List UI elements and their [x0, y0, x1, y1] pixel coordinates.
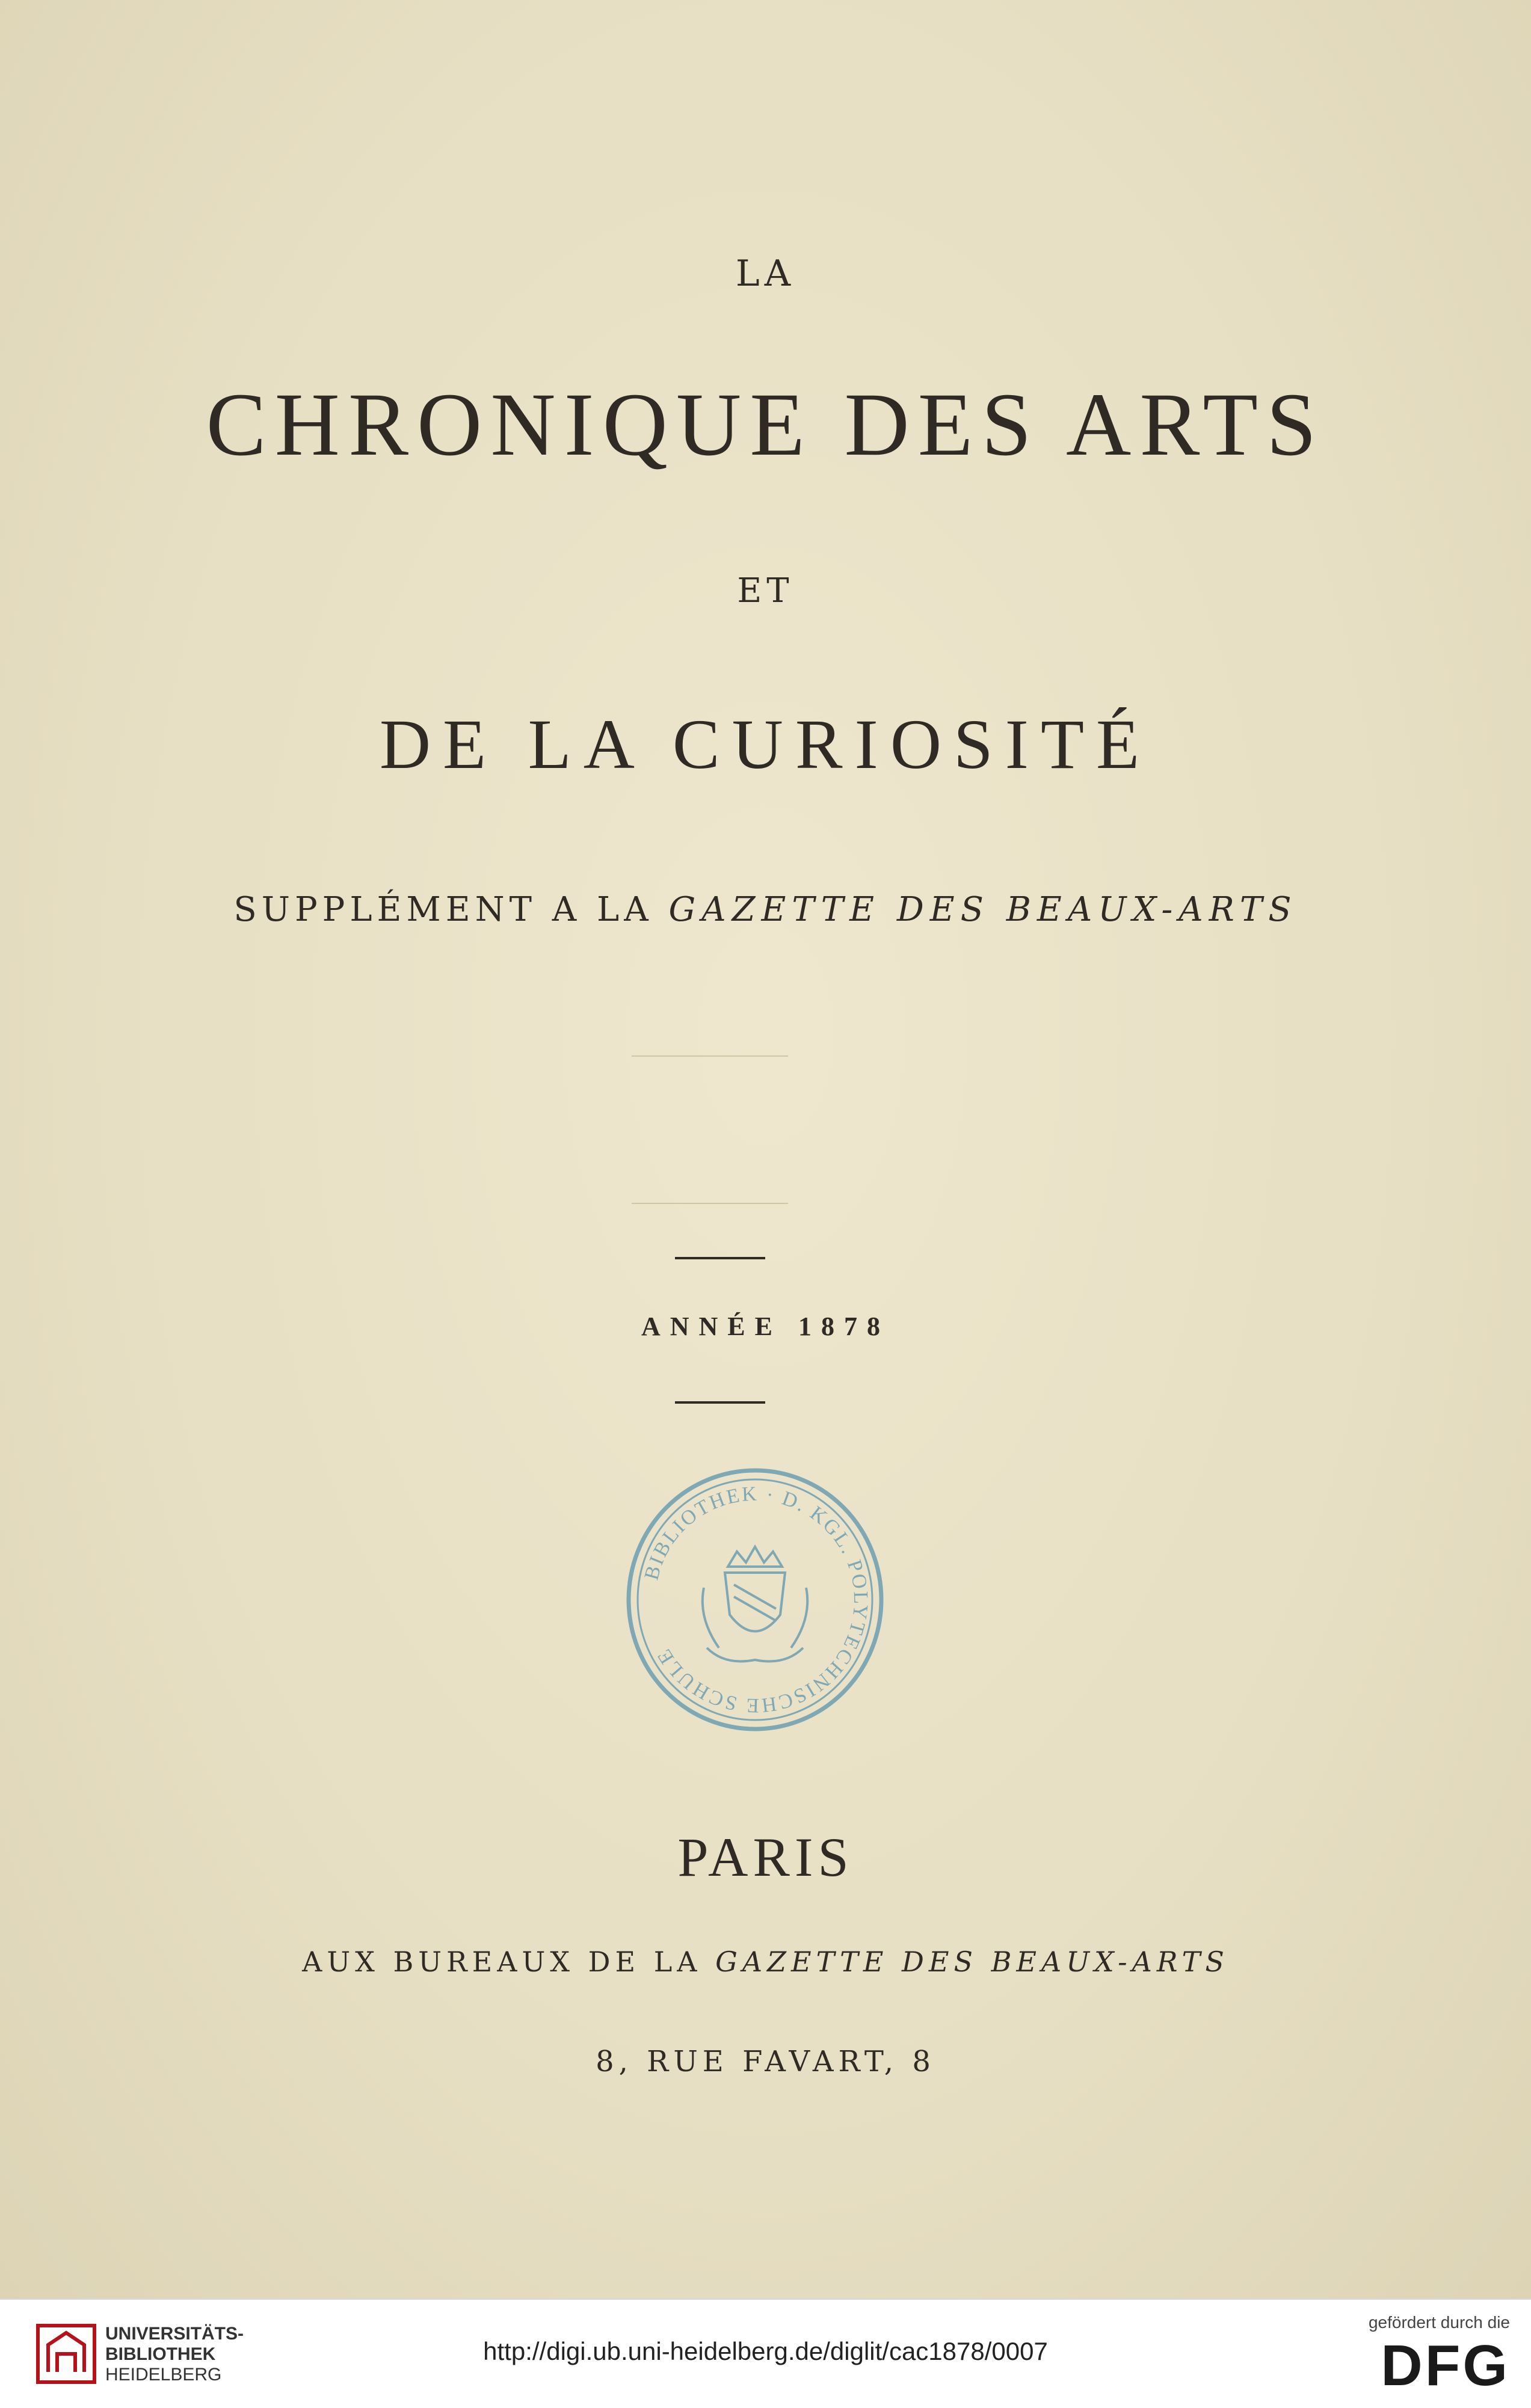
library-line3: HEIDELBERG: [105, 2365, 222, 2385]
permalink-url[interactable]: http://digi.ub.uni-heidelberg.de/diglit/cac1878/0007: [483, 2337, 1048, 2365]
supplement-line: [0, 890, 1531, 929]
year-rule-top: [675, 1257, 765, 1259]
library-line2: BIBLIOTHEK: [105, 2344, 216, 2364]
main-title: CHRONIQUE DES ARTS: [206, 375, 1325, 475]
supplement-journal: GAZETTE DES BEAUX-ARTS: [668, 890, 1298, 929]
bureaux-journal: GAZETTE DES BEAUX-ARTS: [715, 1946, 1229, 1978]
library-stamp-icon: [623, 1467, 887, 1732]
faint-rule: [632, 1203, 788, 1204]
imprint-bureaux: [0, 1946, 1531, 1978]
faint-rule: [632, 1055, 788, 1057]
stamp-text: BIBLIOTHEK · D. KGL. POLYTECHNISCHE SCHULE: [640, 1482, 872, 1717]
year-label: ANNÉE 1878: [641, 1312, 890, 1341]
year-rule-bottom: [675, 1401, 765, 1404]
bureaux-prefix: AUX BUREAUX DE LA: [302, 1946, 702, 1978]
imprint-city: PARIS: [677, 1826, 854, 1888]
subtitle: DE LA CURIOSITÉ: [379, 705, 1152, 784]
library-line1: UNIVERSITÄTS-: [105, 2324, 244, 2344]
supplement-prefix: SUPPLÉMENT A LA: [233, 890, 653, 929]
imprint-address: 8, RUE FAVART, 8: [596, 2045, 935, 2078]
funded-by-label: gefördert durch die: [1368, 2313, 1510, 2332]
title-la: LA: [735, 253, 796, 295]
title-et: ET: [737, 571, 794, 610]
viewer-footer: [0, 2299, 1531, 2408]
svg-text:BIBLIOTHEK · D. KGL. POLYTECHN: [640, 1483, 872, 1717]
dfg-logo[interactable]: DFG: [1381, 2333, 1510, 2398]
